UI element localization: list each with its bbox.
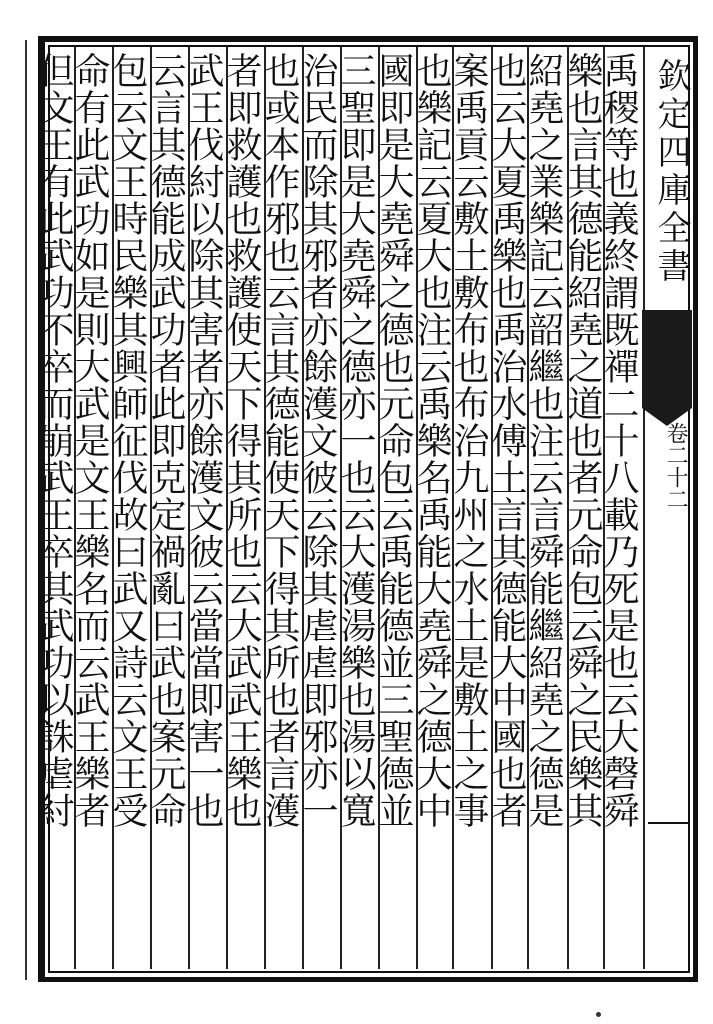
margin-rule: [643, 47, 645, 969]
text-column: 但文王有此武功不卒而崩武王卒其武功以誅虐紂: [33, 52, 74, 829]
text-column: 者即救護也救護使天下得其所也云大武武王樂也: [221, 52, 262, 829]
library-title: 欽定四庫全書: [651, 58, 691, 286]
text-column: 三聖即是大堯舜之德亦一也云大濩湯樂也湯以寬: [335, 52, 376, 829]
text-column: 也云大夏禹樂也禹治水傅土言其德能大中國也者: [486, 52, 527, 829]
text-column: 武王伐紂以除其害者亦餘濩文彼云當當即害一也: [183, 52, 224, 829]
text-column: 禹稷等也義終謂既禪二十八載乃死是也云大磬舜: [598, 52, 639, 829]
text-column: 也樂記云夏大也注云禹樂名禹能大堯舜之德大中: [411, 52, 452, 829]
margin-tick: [648, 822, 688, 824]
text-column: 樂也言其德能紹堯之道也者元命包云舜之民樂其: [562, 52, 603, 829]
fishtail-mark: [642, 310, 692, 408]
text-column: 也或本作邪也云言其德能使天下得其所也者言濩: [259, 52, 300, 829]
text-column: 命有此武功如是則大武是文王樂名而云武王樂者: [69, 52, 110, 829]
text-column: 包云文王時民樂其興師征伐故曰武又詩云文王受: [107, 52, 148, 829]
text-column: 案禹貢云敷土敷布也布治九州之水土是敷土之事: [448, 52, 489, 829]
volume-label: 卷二十二: [663, 422, 688, 510]
ink-speck: [596, 1012, 601, 1017]
text-column: 國即是大堯舜之德也元命包云禹能德並三聖德並: [373, 52, 414, 829]
text-column: 治民而除其邪者亦餘濩文彼云除其虐虐即邪亦一: [297, 52, 338, 829]
text-column: 紹堯之業樂記云韶繼也注云言舜能繼紹堯之德是: [523, 52, 564, 829]
text-column: 云言其德能成武功者此即克定禍亂曰武也案元命: [145, 52, 186, 829]
